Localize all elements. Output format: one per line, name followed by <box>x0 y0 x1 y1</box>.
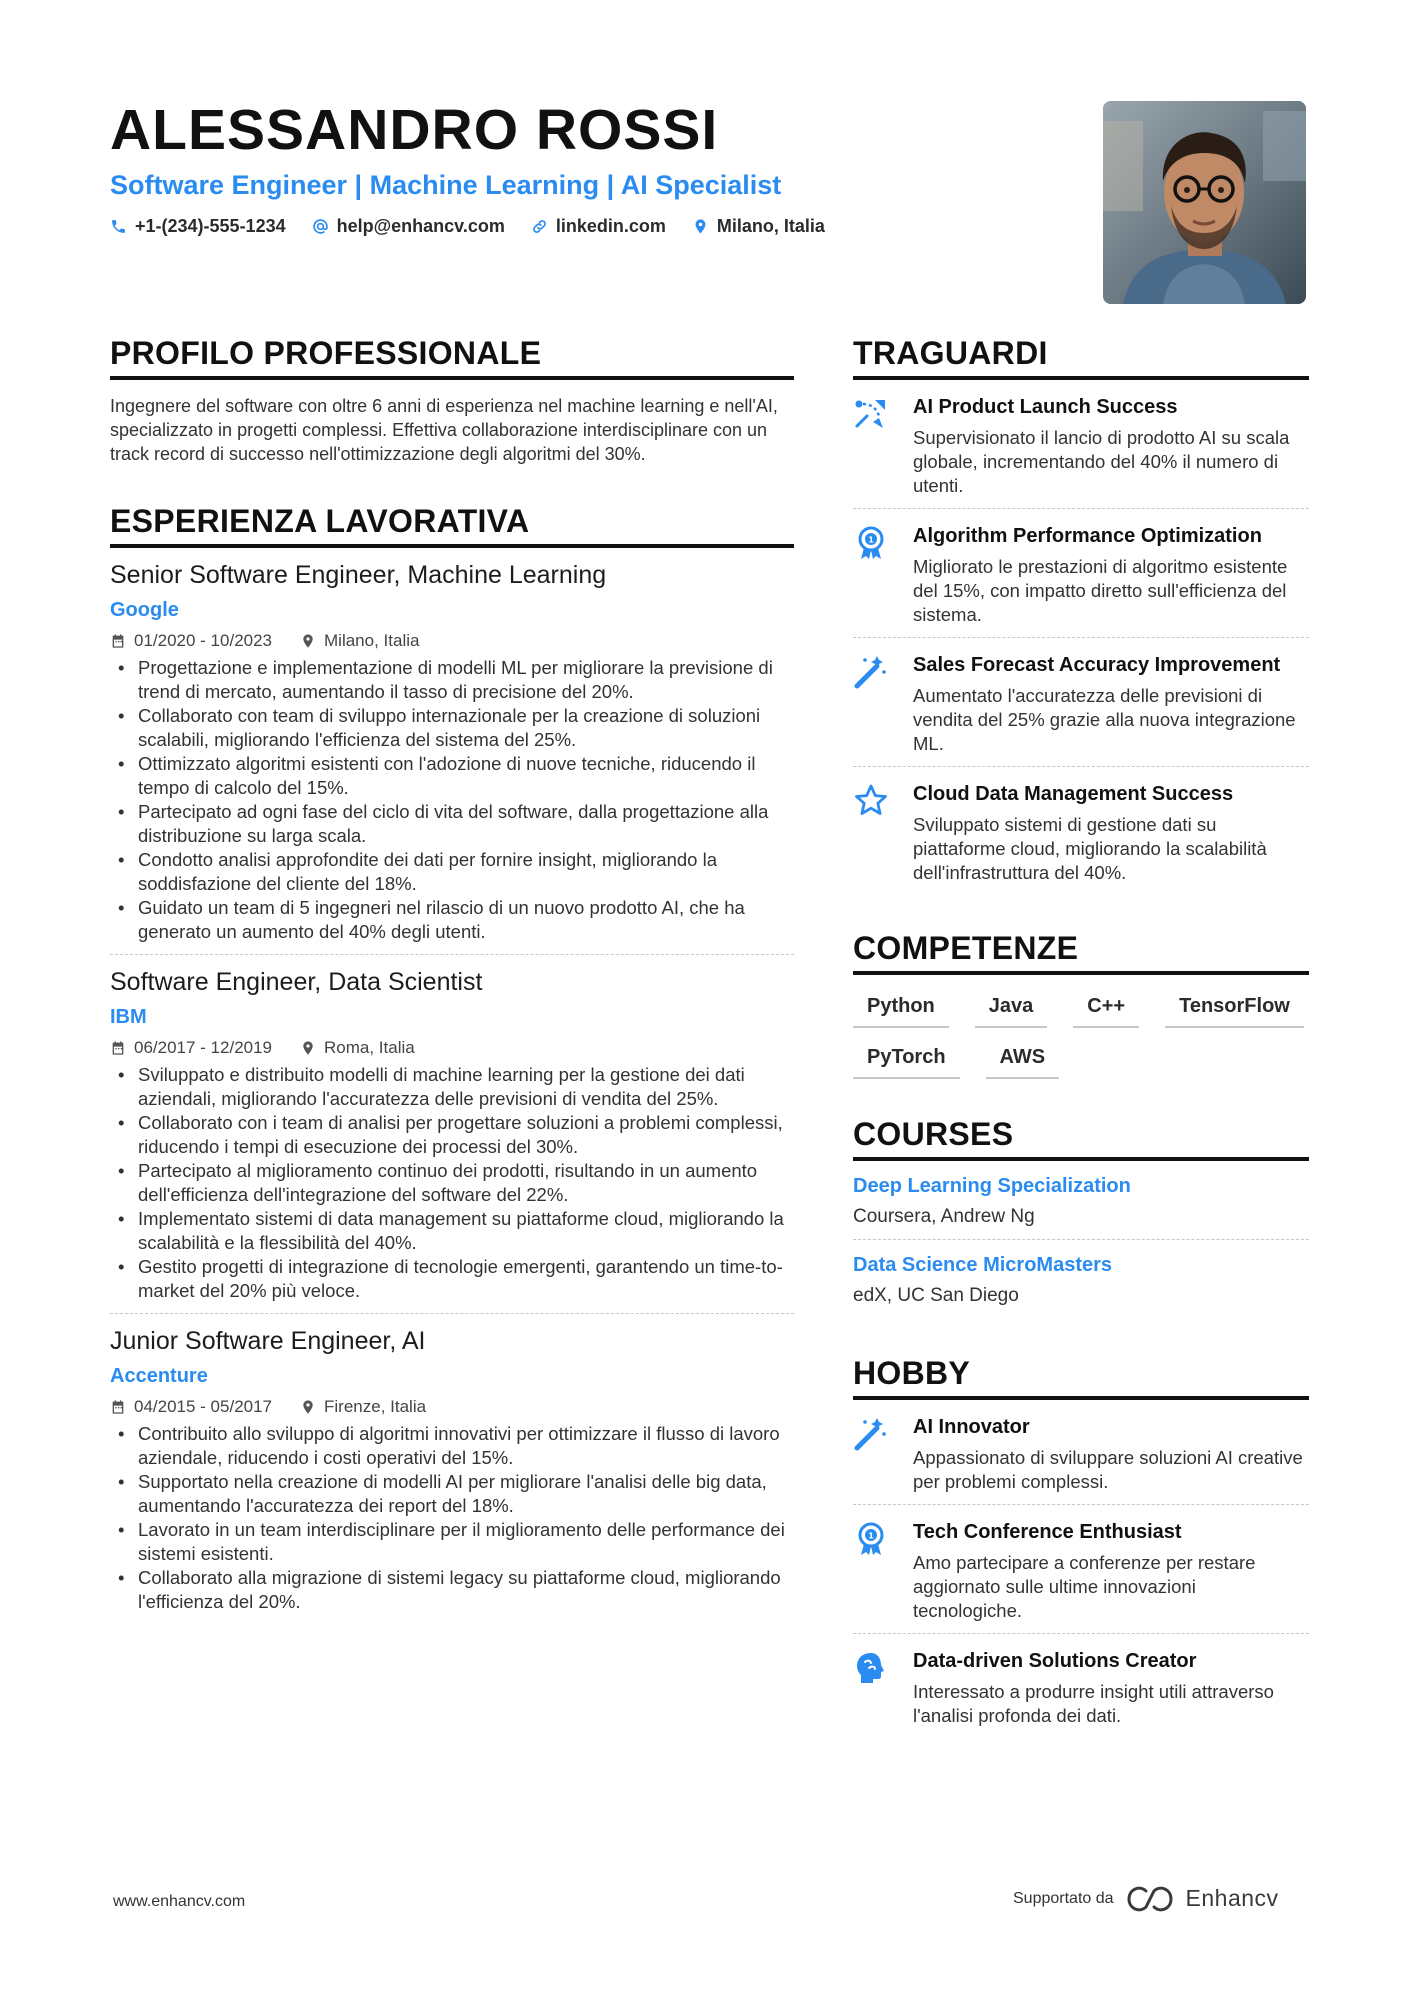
job-dates <box>110 1037 272 1059</box>
calendar-icon <box>110 633 126 649</box>
hobby-desc: Amo partecipare a conferenze per restare aggiornato sulle ultime innovazioni tecnologiche. <box>913 1552 1256 1621</box>
skill-tag: AWS <box>986 1042 1060 1079</box>
calendar-icon <box>110 1399 126 1415</box>
skill-tag: TensorFlow <box>1165 991 1304 1028</box>
achievement-desc: Supervisionato il lancio di prodotto AI su scala globale, incrementando del 40% il numero di utenti. <box>913 427 1290 496</box>
job-location <box>300 1396 426 1418</box>
courses-list <box>853 1161 1309 1318</box>
bullet-item: • Collaborato con i team di analisi per progettare soluzioni a problemi complessi, riducendo i tempi di esecuzione dei processi del 30%. <box>110 1111 794 1159</box>
phone-text: +1-(234)-555-1234 <box>135 216 286 236</box>
medal-icon <box>853 1521 889 1557</box>
bullet-item: • Condotto analisi approfondite dei dati per fornire insight, migliorando la soddisfazione del cliente del 18%. <box>110 848 794 896</box>
section-title-profile: PROFILO PROFESSIONALE <box>110 334 794 380</box>
bullet-item: • Ottimizzato algoritmi esistenti con l'adozione di nuove tecniche, riducendo il tempo di calcolo del 15%. <box>110 752 794 800</box>
job-entry <box>110 1314 794 1624</box>
hobby-list <box>853 1400 1309 1738</box>
course-item <box>853 1161 1309 1240</box>
course-item <box>853 1240 1309 1318</box>
hobby-title: AI Innovator <box>913 1416 1030 1438</box>
link-icon <box>531 218 548 235</box>
location-pin-icon <box>300 1040 316 1056</box>
right-column <box>853 334 1309 1738</box>
contact-phone[interactable] <box>110 216 286 237</box>
linkedin-text: linkedin.com <box>555 216 666 236</box>
course-org: edX, UC San Diego <box>853 1285 1019 1306</box>
section-title-achievements: TRAGUARDI <box>853 334 1309 380</box>
company-name: Google <box>110 599 179 621</box>
job-title: Software Engineer, Data Scientist <box>110 968 483 996</box>
bullet-item: • Implementato sistemi di data management su piattaforme cloud, migliorando la scalabilità e la flessibilità del 40%. <box>110 1207 794 1255</box>
job-dates-text: 06/2017 - 12/2019 <box>134 1038 273 1057</box>
footer-branding <box>1013 1885 1279 1912</box>
job-title: Senior Software Engineer, Machine Learning <box>110 561 607 589</box>
experience-list <box>110 548 794 1624</box>
company-name: IBM <box>110 1006 147 1028</box>
profile-summary: Ingegnere del software con oltre 6 anni di esperienza nel machine learning e nell'AI, specializzato in progetti complessi. Effettiva collaborazione interdisciplinare con un track record di successo nell'ottimizzazione degli algoritmi del 30%. <box>110 396 778 464</box>
powered-by-text: Supportato da <box>1013 1889 1114 1907</box>
achievement-title: Cloud Data Management Success <box>913 783 1234 805</box>
achievement-title: Sales Forecast Accuracy Improvement <box>913 654 1281 676</box>
job-location-text: Milano, Italia <box>324 631 420 650</box>
brain-head-icon <box>853 1650 889 1686</box>
hobby-title: Tech Conference Enthusiast <box>913 1521 1182 1543</box>
enhancv-logo-icon <box>1126 1886 1174 1912</box>
job-meta <box>110 1037 794 1059</box>
job-title: Junior Software Engineer, AI <box>110 1327 426 1355</box>
job-location-text: Firenze, Italia <box>324 1397 427 1416</box>
achievement-title: Algorithm Performance Optimization <box>913 525 1262 547</box>
achievement-item <box>853 767 1309 895</box>
resume-header <box>110 98 1070 237</box>
bullet-item: • Partecipato al miglioramento continuo dei prodotti, risultando in un aumento dell'efficienza dell'integrazione del software del 22%. <box>110 1159 794 1207</box>
magic-wand-icon <box>853 654 889 690</box>
hobby-desc: Interessato a produrre insight utili attraverso l'analisi profonda dei dati. <box>913 1681 1274 1726</box>
job-entry <box>110 548 794 955</box>
medal-icon <box>853 525 889 561</box>
magic-wand-icon <box>853 1416 889 1452</box>
skill-tag: Python <box>853 991 949 1028</box>
job-dates-text: 01/2020 - 10/2023 <box>134 631 273 650</box>
bullet-item: • Lavorato in un team interdisciplinare per il miglioramento delle performance dei sistemi esistenti. <box>110 1518 794 1566</box>
location-pin-icon <box>692 218 709 235</box>
svg-text:1: 1 <box>868 535 874 545</box>
brand-name: Enhancv <box>1185 1885 1279 1911</box>
achievements-list <box>853 380 1309 895</box>
contact-bar <box>110 216 1070 237</box>
location-pin-icon <box>300 633 316 649</box>
location-pin-icon <box>300 1399 316 1415</box>
at-icon <box>312 218 329 235</box>
skill-tag: Java <box>975 991 1048 1028</box>
job-meta <box>110 630 794 652</box>
avatar-portrait <box>1103 101 1306 304</box>
job-location <box>300 630 419 652</box>
phone-icon <box>110 218 127 235</box>
bullet-item: • Partecipato ad ogni fase del ciclo di vita del software, dalla progettazione alla distribuzione su larga scala. <box>110 800 794 848</box>
job-bullets <box>110 656 794 944</box>
contact-linkedin[interactable] <box>531 216 666 237</box>
job-dates <box>110 630 272 652</box>
course-title: Deep Learning Specialization <box>853 1175 1131 1197</box>
hobby-item <box>853 1400 1309 1505</box>
calendar-icon <box>110 1040 126 1056</box>
achievement-desc: Migliorato le prestazioni di algoritmo esistente del 15%, con impatto diretto sull'efficienza del sistema. <box>913 556 1288 625</box>
achievement-item <box>853 509 1309 638</box>
star-icon <box>853 783 889 819</box>
svg-text:1: 1 <box>868 1531 874 1541</box>
bullet-item: • Collaborato alla migrazione di sistemi legacy su piattaforme cloud, migliorando l'efficienza del 20%. <box>110 1566 794 1614</box>
achievement-item <box>853 380 1309 509</box>
job-meta <box>110 1396 794 1418</box>
hobby-item <box>853 1505 1309 1634</box>
bullet-item: • Sviluppato e distribuito modelli di machine learning per la gestione dei dati aziendali, migliorando l'accuratezza delle previsioni di vendita del 25%. <box>110 1063 794 1111</box>
bullet-item: • Progettazione e implementazione di modelli ML per migliorare la previsione di trend di mercato, aumentando il tasso di precisione del 20%. <box>110 656 794 704</box>
course-org: Coursera, Andrew Ng <box>853 1206 1035 1227</box>
achievement-item <box>853 638 1309 767</box>
hobby-desc: Appassionato di sviluppare soluzioni AI creative per problemi complessi. <box>913 1447 1303 1492</box>
bullet-item: • Gestito progetti di integrazione di tecnologie emergenti, garantendo un time-to-market del 20% più veloce. <box>110 1255 794 1303</box>
candidate-headline: Software Engineer | Machine Learning | AI Specialist <box>110 170 782 200</box>
bullet-item: • Guidato un team di 5 ingegneri nel rilascio di un nuovo prodotto AI, che ha generato un aumento del 40% degli utenti. <box>110 896 794 944</box>
footer-website[interactable]: www.enhancv.com <box>113 1893 246 1910</box>
company-name: Accenture <box>110 1365 208 1387</box>
job-bullets <box>110 1422 794 1614</box>
job-location-text: Roma, Italia <box>324 1038 415 1057</box>
hobby-title: Data-driven Solutions Creator <box>913 1650 1197 1672</box>
bullet-item: • Supportato nella creazione di modelli AI per migliorare l'analisi delle big data, aumentando l'accuratezza dei report del 18%. <box>110 1470 794 1518</box>
job-dates <box>110 1396 272 1418</box>
skill-tag: PyTorch <box>853 1042 960 1079</box>
left-column <box>110 334 794 1624</box>
candidate-name: ALESSANDRO ROSSI <box>110 98 719 162</box>
contact-email[interactable] <box>312 216 505 237</box>
email-text: help@enhancv.com <box>336 216 505 236</box>
job-location <box>300 1037 415 1059</box>
skill-tag: C++ <box>1073 991 1139 1028</box>
hobby-item <box>853 1634 1309 1738</box>
location-text: Milano, Italia <box>716 216 825 236</box>
rocket-path-icon <box>853 396 889 432</box>
achievement-desc: Aumentato l'accuratezza delle previsioni di vendita del 25% grazie alla nuova integrazione ML. <box>913 685 1296 754</box>
section-title-hobby: HOBBY <box>853 1354 1309 1400</box>
job-bullets <box>110 1063 794 1303</box>
contact-location <box>692 216 825 237</box>
course-title: Data Science MicroMasters <box>853 1254 1113 1276</box>
section-title-courses: COURSES <box>853 1115 1309 1161</box>
section-title-skills: COMPETENZE <box>853 929 1309 975</box>
achievement-title: AI Product Launch Success <box>913 396 1178 418</box>
achievement-desc: Sviluppato sistemi di gestione dati su piattaforme cloud, migliorando la scalabilità dell'infrastruttura del 40%. <box>913 814 1267 883</box>
profile-photo <box>1103 101 1306 304</box>
bullet-item: • Contribuito allo sviluppo di algoritmi innovativi per ottimizzare il flusso di lavoro aziendale, riducendo i costi operativi del 15%. <box>110 1422 794 1470</box>
job-entry <box>110 955 794 1314</box>
job-dates-text: 04/2015 - 05/2017 <box>134 1397 273 1416</box>
section-title-experience: ESPERIENZA LAVORATIVA <box>110 502 794 548</box>
skills-list <box>853 991 1309 1079</box>
bullet-item: • Collaborato con team di sviluppo internazionale per la creazione di soluzioni scalabili, migliorando l'efficienza del sistema del 25%. <box>110 704 794 752</box>
